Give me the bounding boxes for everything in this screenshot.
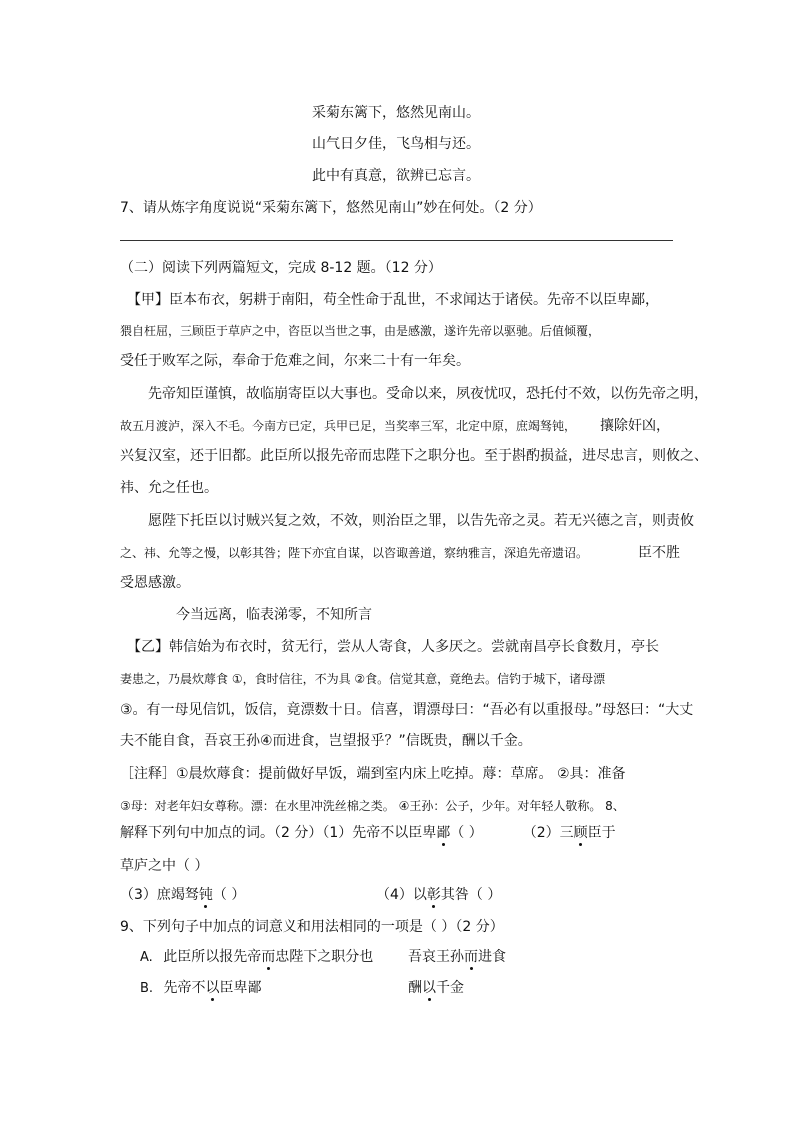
jia-p3-line-2: 之、祎、允等之慢，以彰其咎；陛下亦宜自谋，以咨诹善道，察纳雅言，深追先帝遗诏。 bbox=[120, 546, 589, 560]
option-a-second: 吾哀王孙而进食 bbox=[408, 949, 506, 965]
jia-p2-line-4: 祎、允之任也。 bbox=[120, 480, 218, 496]
jia-p1-line-2: 猥自枉屈，三顾臣于草庐之中，咨臣以当世之事，由是感激，遂许先帝以驱驰。后值倾覆， bbox=[120, 324, 601, 338]
dotted-char: 以 bbox=[205, 980, 220, 996]
yi-line-3: ③。有一母见信饥，饭信，竟漂数十日。信喜，谓漂母曰：“吾必有以重报母。”母怒曰：“大丈 bbox=[120, 702, 694, 718]
notes-line-2: ③母：对老年妇女尊称。漂：在水里冲洗丝棉之类。 ④王孙：公子，少年。对年轻人敬称。 8、 bbox=[120, 799, 625, 813]
dotted-char: 彰 bbox=[426, 887, 441, 903]
jia-p3-line-3: 受恩感激。 bbox=[120, 575, 190, 591]
question-9: 9、下列句子中加点的词意义和用法相同的一项是（ ）（2 分） bbox=[120, 919, 504, 935]
question-8-line-3: （3）庶竭驽钝（ ） bbox=[120, 887, 246, 903]
yi-line-4: 夫不能自食，吾哀王孙④而进食，岂望报乎？”信既贵，酬以千金。 bbox=[120, 733, 532, 749]
dotted-char: 顾 bbox=[573, 825, 588, 841]
jia-p1-line-1: 【甲】臣本布衣，躬耕于南阳，苟全性命于乱世，不求闻达于诸侯。先帝不以臣卑鄙， bbox=[127, 292, 659, 308]
jia-p4: 今当远离，临表涕零，不知所言 bbox=[176, 607, 372, 623]
dotted-char: 而 bbox=[261, 949, 276, 965]
poem-line-3: 此中有真意，欲辨已忘言。 bbox=[312, 168, 480, 184]
section-2-heading: （二）阅读下列两篇短文，完成 8-12 题。（12 分） bbox=[120, 260, 442, 276]
dotted-char: 鄙 bbox=[436, 825, 451, 841]
option-b: B. 先帝不以臣卑鄙 bbox=[140, 980, 262, 996]
jia-p3-line-2-tail: 臣不胜 bbox=[638, 545, 680, 561]
jia-p1-line-3: 受任于败军之际，奉命于危难之间，尔来二十有一年矣。 bbox=[120, 353, 470, 369]
option-b-second: 酬以千金 bbox=[408, 980, 464, 996]
jia-p2-line-3: 兴复汉室，还于旧都。此臣所以报先帝而忠陛下之职分也。至于斟酌损益，进尽忠言，则攸之、 bbox=[120, 448, 708, 464]
poem-line-2: 山气日夕佳，飞鸟相与还。 bbox=[312, 136, 480, 152]
option-a: A. 此臣所以报先帝而忠陛下之职分也 bbox=[140, 949, 374, 965]
question-8-line-2: 草庐之中（ ） bbox=[120, 858, 209, 874]
yi-line-2: 妻患之，乃晨炊蓐食 ①，食时信往，不为具 ②食。信觉其意，竟绝去。信钓于城下，诸母漂 bbox=[120, 672, 606, 686]
yi-line-1: 【乙】韩信始为布衣时，贫无行，尝从人寄食，人多厌之。尝就南昌亭长食数月，亭长 bbox=[127, 639, 659, 655]
jia-p3-line-1: 愿陛下托臣以讨贼兴复之效，不效，则治臣之罪，以告先帝之灵。若无兴德之言，则责攸 bbox=[148, 513, 694, 529]
notes-line-1: ［注释］①晨炊蓐食：提前做好早饭，端到室内床上吃掉。蓐：草席。 ②具：准备 bbox=[120, 766, 626, 782]
jia-p2-line-1: 先帝知臣谨慎，故临崩寄臣以大事也。受命以来，夙夜忧叹，恐托付不效，以伤先帝之明， bbox=[148, 386, 708, 402]
jia-p2-line-2: 故五月渡泸，深入不毛。今南方已定，兵甲已足，当奖率三军，北定中原，庶竭驽钝， bbox=[120, 419, 577, 433]
question-8-line-1: 解释下列句中加点的词。（2 分）（1）先帝不以臣卑鄙（ ） （2）三顾臣于 bbox=[120, 825, 616, 841]
dotted-char: 钝 bbox=[198, 887, 213, 903]
poem-line-1: 采菊东篱下，悠然见南山。 bbox=[312, 105, 480, 121]
question-8-line-3-part-4: （4）以彰其咎（ ） bbox=[376, 887, 502, 903]
dotted-char: 以 bbox=[422, 980, 436, 996]
question-7: 7、请从炼字角度说说“采菊东篱下，悠然见南山”妙在何处。（2 分） bbox=[120, 200, 542, 216]
answer-line bbox=[120, 240, 673, 241]
jia-p2-line-2-tail: 攘除奸凶， bbox=[600, 418, 670, 434]
dotted-char: 而 bbox=[464, 949, 478, 965]
